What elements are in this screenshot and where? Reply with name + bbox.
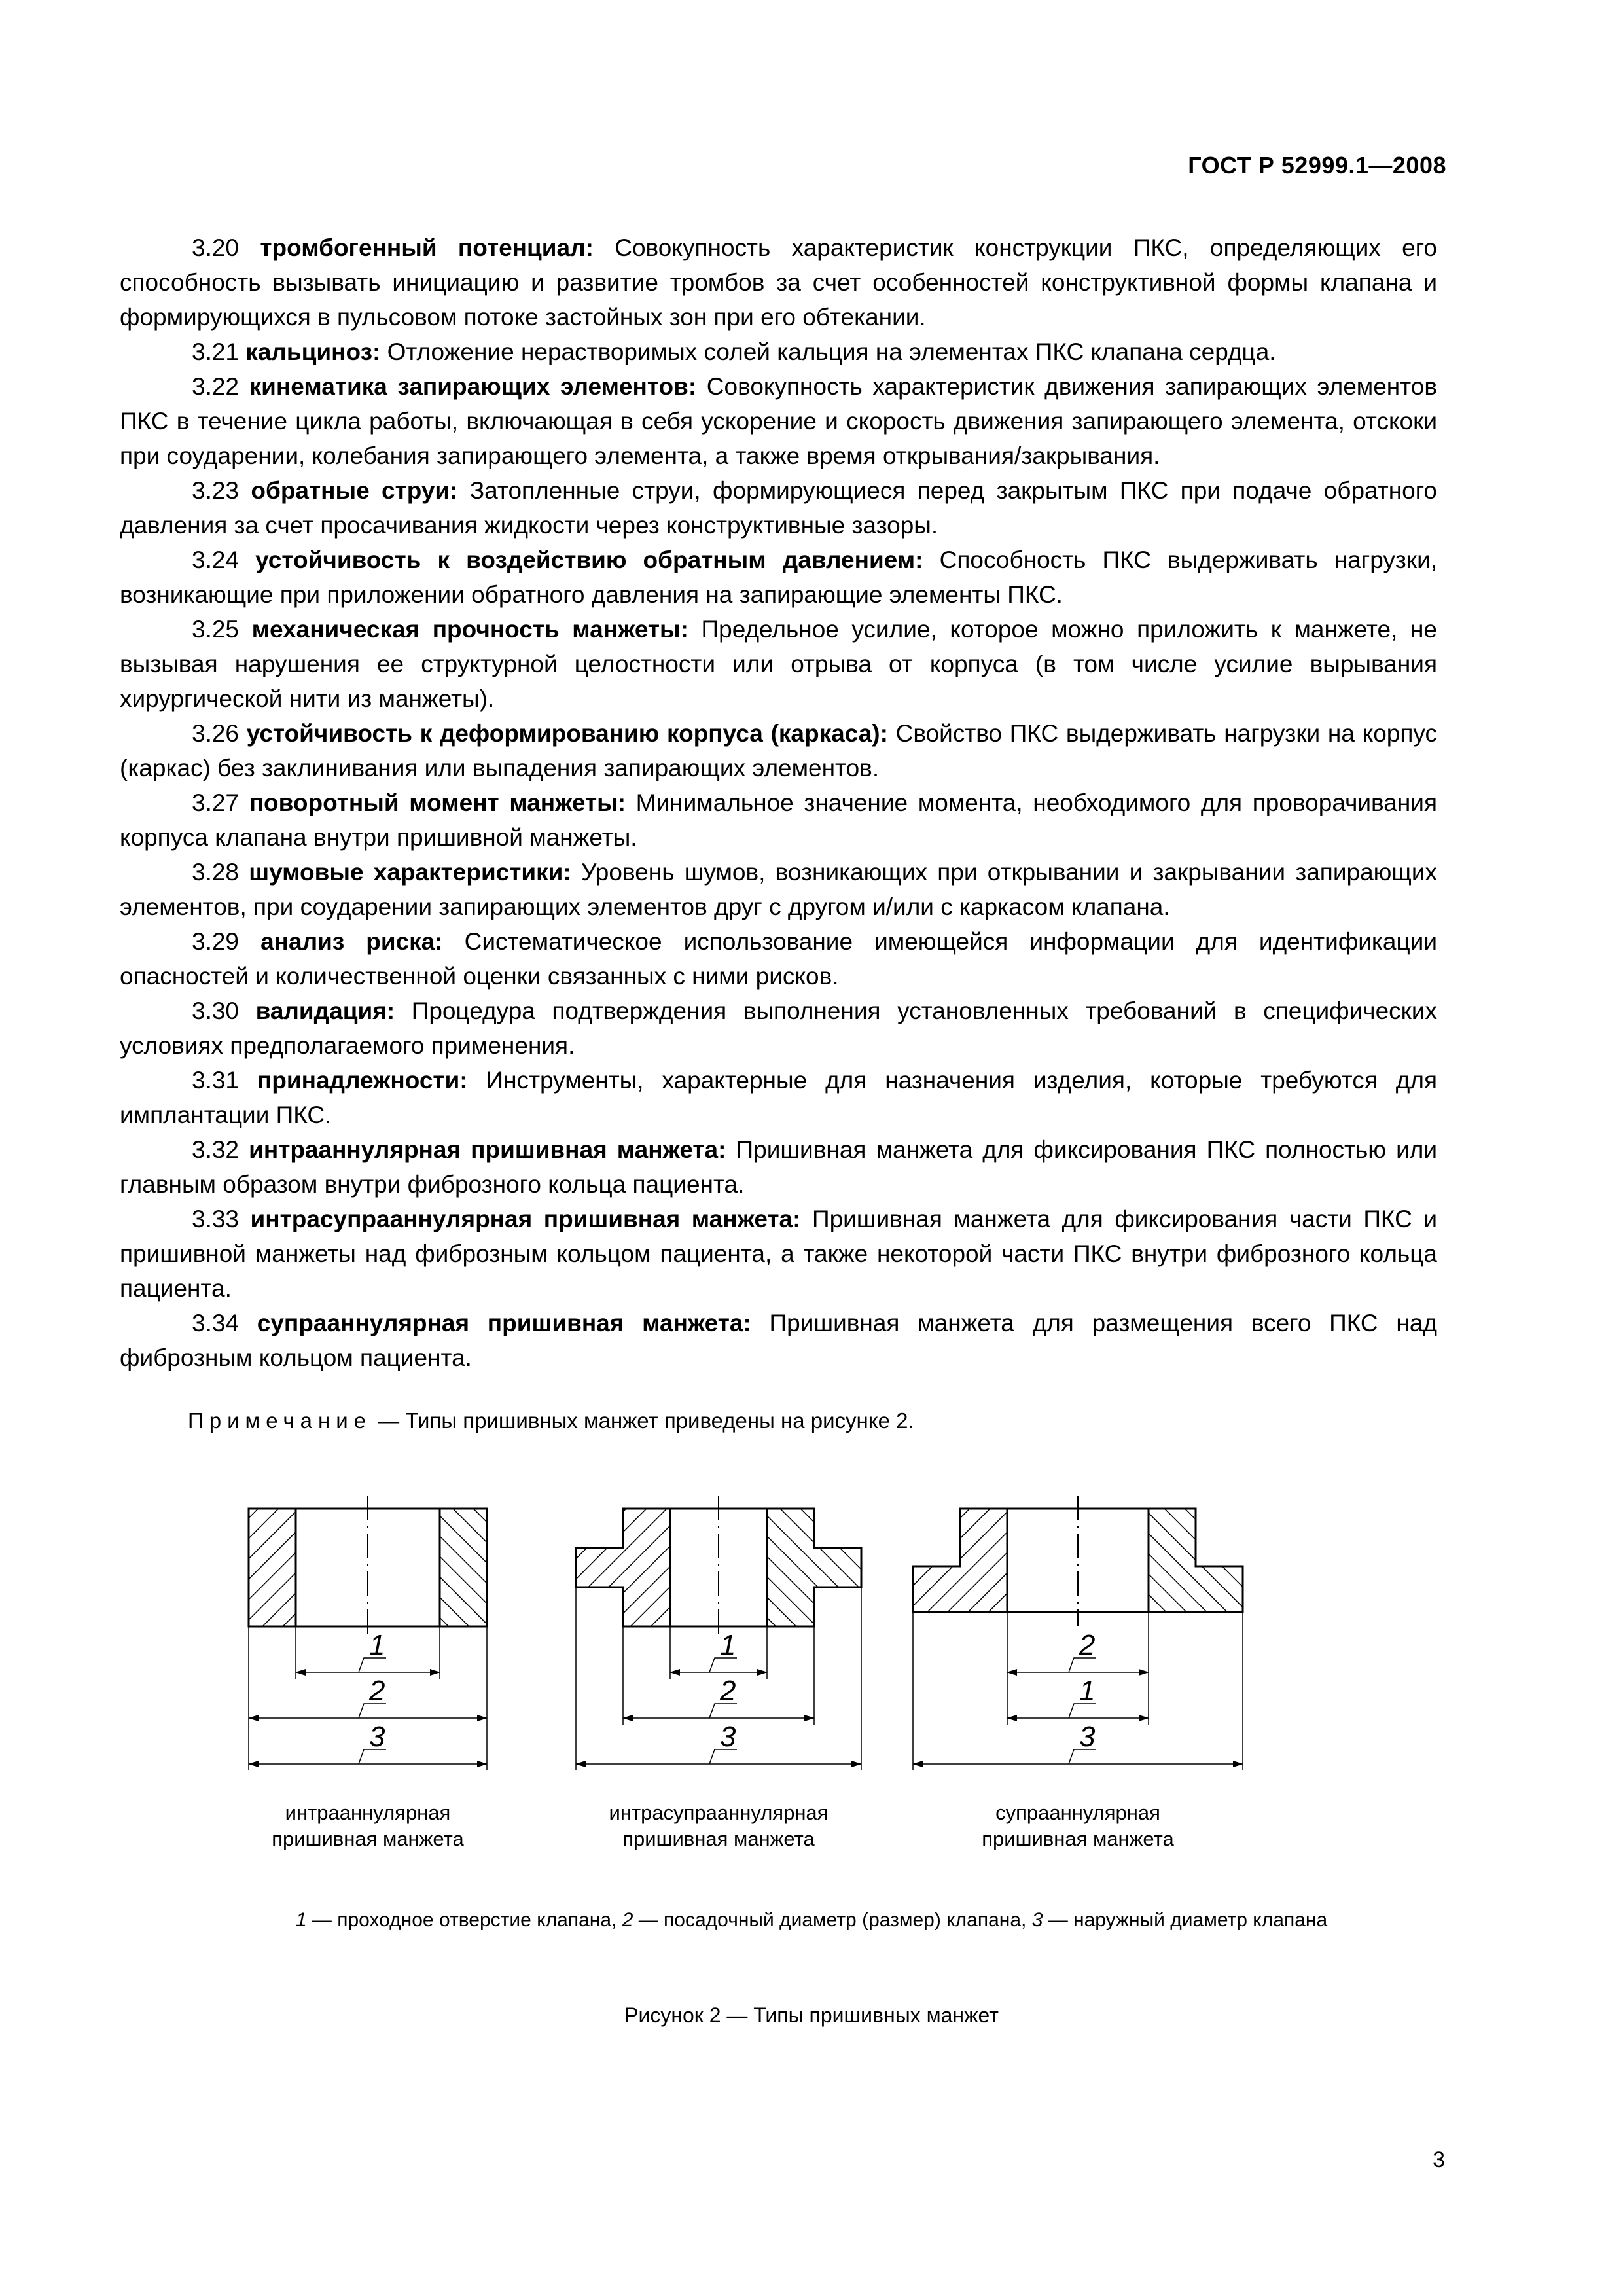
definition-text: Пришивная манжета для фиксирования части ПКС и пришивной манжеты над фиброзным кольцом пациента, а также некоторой части ПКС внутри фиброзного кольца пациента. — [120, 1206, 1437, 1302]
caption-line-2: пришивная манжета — [622, 1827, 815, 1850]
definition-3-27 — [120, 785, 1437, 855]
definition-3-21 — [120, 334, 1437, 369]
definition-number: 3.26 — [192, 720, 240, 747]
definition-text: Способность ПКС выдерживать нагрузки, возникающие при приложении обратного давления на запирающие элементы ПКС. — [120, 547, 1438, 608]
definition-3-31 — [120, 1063, 1437, 1132]
definition-text: Отложение нерастворимых солей кальция на элементах ПКС клапана сердца. — [380, 338, 1276, 365]
definition-text: Уровень шумов, возникающих при открывании и закрывании запирающих элементов, при соударении запирающих элементов друг с другом и/или с каркасом клапана. — [120, 859, 1438, 920]
legend-text: — проходное отверстие клапана, — [306, 1909, 622, 1931]
diagram-caption-supraannular — [893, 1800, 1262, 1852]
note-text: — Типы пришивных манжет приведены на рисунке 2. — [372, 1408, 914, 1433]
definition-number: 3.31 — [192, 1067, 240, 1094]
definition-number: 3.20 — [192, 234, 240, 261]
legend-number: 2 — [622, 1909, 633, 1931]
definition-number: 3.30 — [192, 997, 240, 1024]
definition-term: механическая прочность манжеты: — [251, 616, 688, 643]
definition-text: Систематическое использование имеющейся информации для идентификации опасностей и количественной оценки связанных с ними рисков. — [120, 928, 1437, 990]
diagram-intraannular — [249, 1496, 487, 1770]
definition-number: 3.33 — [192, 1206, 240, 1232]
cuff-section-left — [249, 1509, 296, 1626]
legend-number: 3 — [1031, 1909, 1043, 1931]
definition-text: Минимальное значение момента, необходимого для проворачивания корпуса клапана внутри пришивной манжеты. — [120, 789, 1438, 851]
note-label: Примечание — [188, 1408, 372, 1433]
legend-text: — наружный диаметр клапана — [1043, 1909, 1328, 1931]
dimension-label: 3 — [1079, 1721, 1096, 1753]
definition-term: кинематика запирающих элементов: — [249, 373, 697, 400]
definition-3-33 — [120, 1202, 1437, 1306]
figure-cuff-types — [223, 1482, 1400, 1878]
definition-text: Совокупность характеристик движения запирающих элементов ПКС в течение цикла работы, включающая в себя ускорение и скорость движения запирающего элемента, отскоки при соударении, колебания запирающего элемента, а также время открывания/закрывания. — [120, 373, 1437, 469]
caption-line-2: пришивная манжета — [272, 1827, 464, 1850]
diagram-caption-intrasupraannular — [535, 1800, 902, 1852]
cuff-section-right — [1149, 1509, 1243, 1612]
cuff-section-left — [913, 1509, 1007, 1612]
definition-number: 3.34 — [192, 1310, 240, 1336]
dimension-label: 3 — [720, 1721, 736, 1753]
caption-line-1: супрааннулярная — [995, 1801, 1160, 1824]
definition-3-32 — [120, 1132, 1437, 1202]
definition-term: шумовые характеристики: — [249, 859, 571, 886]
diagram-supraannular — [913, 1496, 1243, 1770]
definition-3-25 — [120, 612, 1437, 716]
definition-text: Пришивная манжета для фиксирования ПКС полностью или главным образом внутри фиброзного кольца пациента. — [120, 1136, 1438, 1198]
definition-number: 3.23 — [192, 477, 240, 504]
definition-text: Предельное усилие, которое можно приложить к манжете, не вызывая нарушения ее структурной целостности или отрыва от корпуса (в том числе усилие вырывания хирургической нити из манжеты). — [120, 616, 1437, 712]
definition-3-22 — [120, 369, 1437, 473]
definition-3-30 — [120, 994, 1437, 1063]
definition-number: 3.21 — [192, 338, 240, 365]
page-number: 3 — [1433, 2147, 1445, 2172]
definition-term: устойчивость к воздействию обратным давлением: — [255, 547, 923, 573]
diagram-caption-intraannular — [183, 1800, 552, 1852]
figure-title: Рисунок 2 — Типы пришивных манжет — [624, 2003, 999, 2027]
dimension-label: 1 — [1079, 1675, 1096, 1707]
legend-number: 1 — [295, 1909, 307, 1931]
caption-line-1: интрасупрааннулярная — [609, 1801, 829, 1824]
definition-number: 3.22 — [192, 373, 240, 400]
definition-text: Процедура подтверждения выполнения установленных требований в специфических условиях предполагаемого применения. — [120, 997, 1438, 1059]
cuff-section-right — [440, 1509, 487, 1626]
caption-line-2: пришивная манжета — [982, 1827, 1174, 1850]
definition-number: 3.29 — [192, 928, 240, 955]
definition-3-24 — [120, 543, 1437, 612]
dimension-label: 3 — [369, 1721, 385, 1753]
definitions-list — [120, 230, 1437, 1375]
dimension-label: 1 — [720, 1629, 736, 1661]
dimension-label: 2 — [1079, 1629, 1096, 1661]
cuff-section-left — [576, 1509, 670, 1626]
definition-text: Пришивная манжета для размещения всего ПКС над фиброзным кольцом пациента. — [120, 1310, 1437, 1371]
definition-number: 3.28 — [192, 859, 240, 886]
definition-number: 3.24 — [192, 547, 240, 573]
definition-text: Свойство ПКС выдерживать нагрузки на корпус (каркас) без заклинивания или выпадения запирающих элементов. — [120, 720, 1437, 781]
definition-term: анализ риска: — [260, 928, 443, 955]
definition-number: 3.25 — [192, 616, 240, 643]
dimension-label: 1 — [369, 1629, 385, 1661]
definition-term: поворотный момент манжеты: — [249, 789, 626, 816]
definition-3-26 — [120, 716, 1437, 785]
caption-line-1: интрааннулярная — [285, 1801, 451, 1824]
dimension-label: 2 — [720, 1675, 736, 1707]
definition-number: 3.27 — [192, 789, 240, 816]
definition-term: устойчивость к деформированию корпуса (каркаса): — [246, 720, 888, 747]
definition-term: тромбогенный потенциал: — [260, 234, 594, 261]
definition-term: принадлежности: — [257, 1067, 468, 1094]
definition-term: интрааннулярная пришивная манжета: — [249, 1136, 726, 1163]
definition-term: интрасупрааннулярная пришивная манжета: — [250, 1206, 801, 1232]
definition-3-29 — [120, 924, 1437, 994]
definition-term: валидация: — [255, 997, 395, 1024]
definition-number: 3.32 — [192, 1136, 240, 1163]
definition-3-23 — [120, 473, 1437, 543]
definition-3-34 — [120, 1306, 1437, 1375]
figure-legend — [0, 1909, 1623, 1931]
definition-text: Затопленные струи, формирующиеся перед закрытым ПКС при подаче обратного давления за счет просачивания жидкости через конструктивные зазоры. — [120, 477, 1438, 539]
cuff-section-right — [767, 1509, 861, 1626]
dimension-label: 2 — [369, 1675, 385, 1707]
definition-term: супрааннулярная пришивная манжета: — [257, 1310, 751, 1336]
definition-text: Совокупность характеристик конструкции ПКС, определяющих его способность вызывать инициацию и развитие тромбов за счет особенностей конструктивной формы клапана и формирующихся в пульсовом потоке застойных зон при его обтекании. — [120, 234, 1437, 331]
definition-text: Инструменты, характерные для назначения изделия, которые требуются для имплантации ПКС. — [120, 1067, 1437, 1128]
diagram-intrasupraannular — [576, 1496, 861, 1770]
definition-term: обратные струи: — [251, 477, 458, 504]
document-code-header: ГОСТ Р 52999.1—2008 — [1188, 152, 1446, 179]
legend-text: — посадочный диаметр (размер) клапана, — [633, 1909, 1032, 1931]
note — [188, 1407, 914, 1435]
definition-3-20 — [120, 230, 1437, 334]
definition-3-28 — [120, 855, 1437, 924]
definition-term: кальциноз: — [245, 338, 381, 365]
